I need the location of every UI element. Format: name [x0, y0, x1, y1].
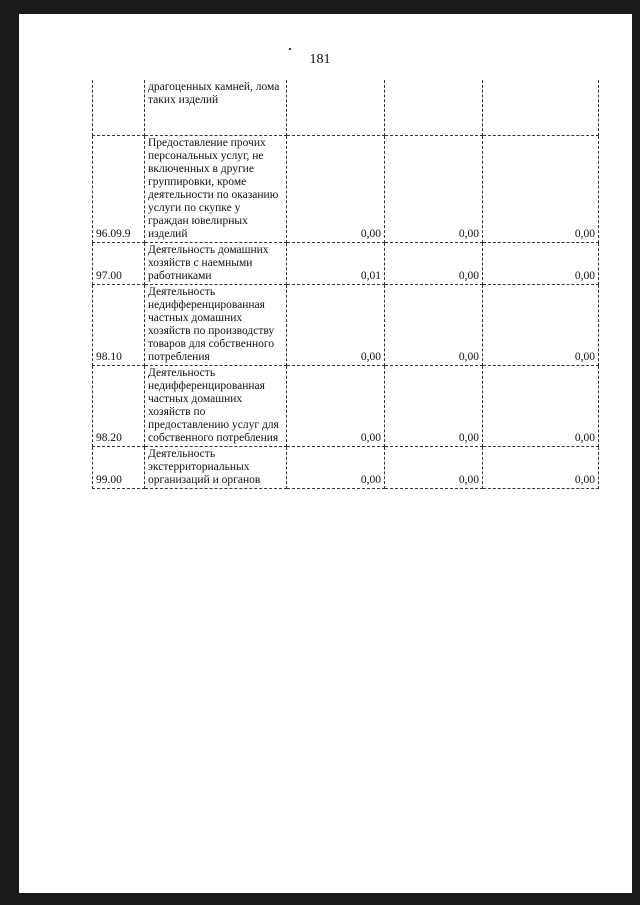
value-col-2: 0,00	[385, 446, 483, 488]
activity-name: Деятельность экстерриториальных организаций и органов	[145, 446, 287, 488]
value-col-1	[287, 80, 385, 135]
activity-name: Деятельность недифференцированная частных домашних хозяйств по предоставлению услуг для собственного потребления	[145, 365, 287, 446]
scan-edge-right	[632, 0, 640, 905]
value-col-2	[385, 80, 483, 135]
value-col-3: 0,00	[483, 135, 599, 242]
table-row	[93, 365, 599, 446]
okved-code: 98.20	[93, 365, 145, 446]
value-col-1: 0,01	[287, 242, 385, 284]
activity-name: драгоценных камней, лома таких изделий	[145, 80, 287, 135]
value-col-3: 0,00	[483, 446, 599, 488]
table-row	[93, 80, 599, 135]
activity-name: Деятельность домашних хозяйств с наемными работниками	[145, 242, 287, 284]
value-col-2: 0,00	[385, 135, 483, 242]
value-col-3	[483, 80, 599, 135]
scan-speck	[289, 48, 291, 50]
page-number: 181	[309, 52, 331, 67]
okved-code: 99.00	[93, 446, 145, 488]
value-col-3: 0,00	[483, 365, 599, 446]
value-col-1: 0,00	[287, 135, 385, 242]
value-col-1: 0,00	[287, 284, 385, 365]
value-col-2: 0,00	[385, 284, 483, 365]
activity-name: Деятельность недифференцированная частных домашних хозяйств по производству товаров для собственного потребления	[145, 284, 287, 365]
table-row	[93, 446, 599, 488]
scan-edge-left	[0, 0, 19, 905]
table-row	[93, 242, 599, 284]
okved-code: 96.09.9	[93, 135, 145, 242]
okved-code	[93, 80, 145, 135]
activity-table	[92, 80, 599, 489]
okved-code: 97.00	[93, 242, 145, 284]
okved-code: 98.10	[93, 284, 145, 365]
value-col-1: 0,00	[287, 365, 385, 446]
table-row	[93, 284, 599, 365]
scan-edge-bottom	[0, 893, 640, 905]
scan-edge-top	[0, 0, 640, 14]
activity-name: Предоставление прочих персональных услуг, не включенных в другие группировки, кроме деятельности по оказанию услуги по скупке у граждан ювелирных изделий	[145, 135, 287, 242]
table-row	[93, 135, 599, 242]
value-col-2: 0,00	[385, 365, 483, 446]
value-col-2: 0,00	[385, 242, 483, 284]
value-col-1: 0,00	[287, 446, 385, 488]
value-col-3: 0,00	[483, 242, 599, 284]
value-col-3: 0,00	[483, 284, 599, 365]
